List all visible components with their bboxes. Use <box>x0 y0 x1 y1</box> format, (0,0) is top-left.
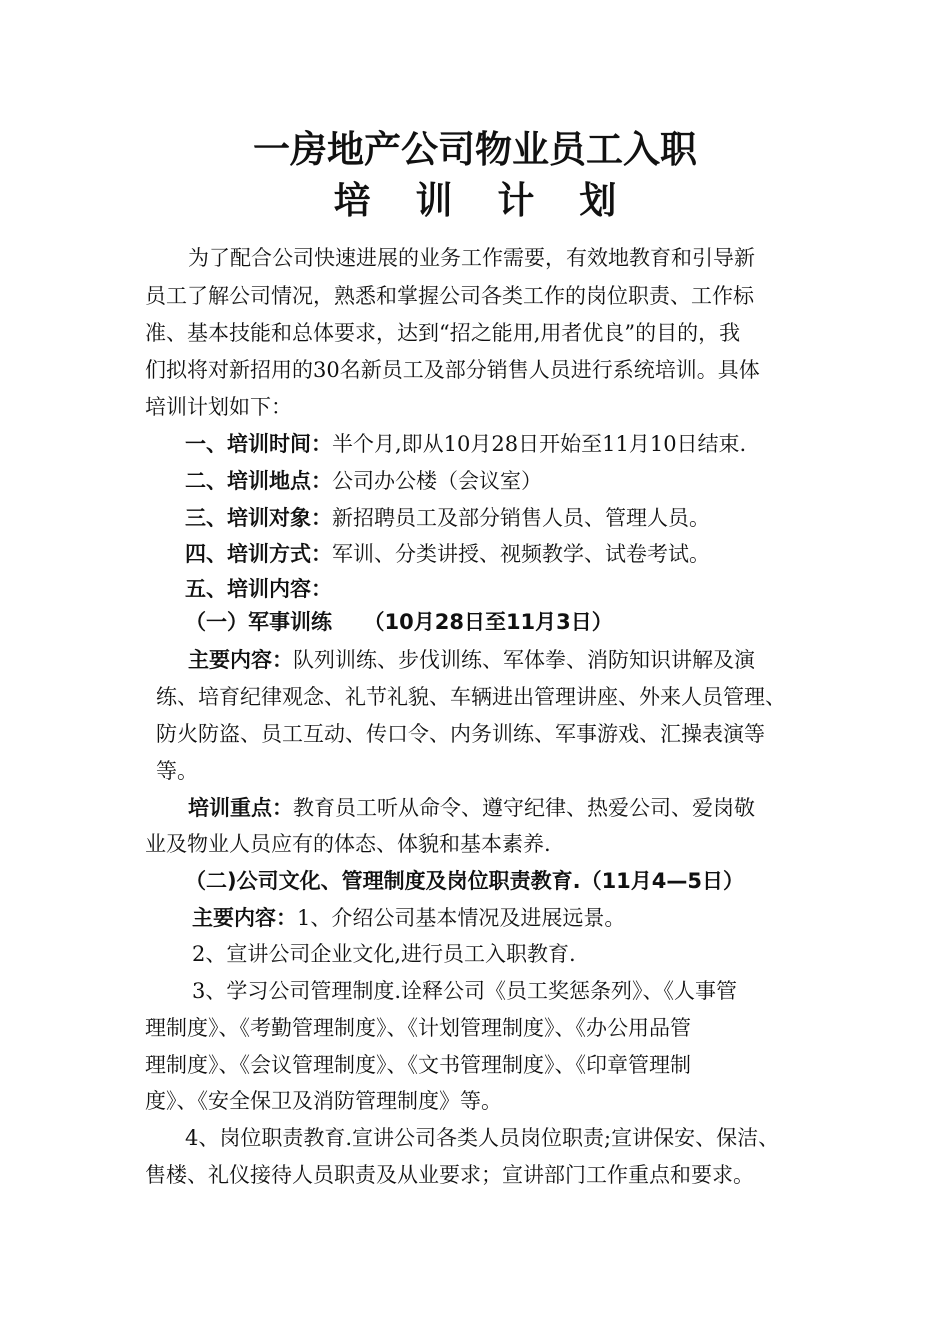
training-method-label: 四、培训方式： <box>185 542 332 566</box>
section1-main-text: 队列训练、步伐训练、军体拳、消防知识讲解及演 <box>293 648 755 672</box>
training-time-label: 一、培训时间： <box>185 432 332 456</box>
section2-heading: （二)公司文化、管理制度及岗位职责教育.（11月4—5日） <box>185 869 745 893</box>
section1-focus-line: 业及物业人员应有的体态、体貌和基本素养. <box>145 832 551 856</box>
section1-main-line: 防火防盗、员工互动、传口令、内务训练、军事游戏、汇操表演等 <box>156 722 765 746</box>
section1-focus-first-line <box>188 793 755 823</box>
section2-item4-line: 售楼、礼仪接待人员职责及从业要求；宣讲部门工作重点和要求。 <box>145 1163 754 1187</box>
training-time-value: 半个月,即从10月28日开始至11月10日结束. <box>332 432 747 456</box>
document-title: 一房地产公司物业员工入职 <box>253 128 697 171</box>
section2-item3-line: 理制度》、《会议管理制度》、《文书管理制度》、《印章管理制 <box>145 1053 691 1077</box>
intro-line: 为了配合公司快速进展的业务工作需要，有效地教育和引导新 <box>188 246 755 270</box>
section1-heading: （一）军事训练 （10月28日至11月3日） <box>185 610 613 634</box>
section1-focus-text: 教育员工听从命令、遵守纪律、热爱公司、爱岗敬 <box>293 796 755 820</box>
training-time-item <box>185 429 746 459</box>
section2-item3-line: 3、学习公司管理制度.诠释公司《员工奖惩条列》、《人事管 <box>192 979 738 1003</box>
intro-line: 培训计划如下： <box>145 395 292 419</box>
training-target-value: 新招聘员工及部分销售人员、管理人员。 <box>332 506 710 530</box>
section2-item2: 2、宣讲公司企业文化,进行员工入职教育. <box>192 942 576 966</box>
training-place-label: 二、培训地点： <box>185 469 332 493</box>
section1-focus-label: 培训重点： <box>188 796 293 820</box>
intro-line: 准、基本技能和总体要求，达到“招之能用,用者优良”的目的，我 <box>145 321 741 345</box>
training-place-value: 公司办公楼（会议室） <box>332 469 542 493</box>
section2-main-first-line <box>192 903 625 933</box>
training-method-value: 军训、分类讲授、视频教学、试卷考试。 <box>332 542 710 566</box>
intro-line: 员工了解公司情况，熟悉和掌握公司各类工作的岗位职责、工作标 <box>145 284 754 308</box>
training-target-label: 三、培训对象： <box>185 506 332 530</box>
section2-item3-line: 度》、《安全保卫及消防管理制度》等。 <box>145 1089 502 1113</box>
training-place-item <box>185 466 542 496</box>
document-subtitle: 培 训 计 划 <box>333 179 633 222</box>
section1-main-line: 练、培育纪律观念、礼节礼貌、车辆进出管理讲座、外来人员管理、 <box>156 685 786 709</box>
section2-item4-line: 4、岗位职责教育.宣讲公司各类人员岗位职责;宣讲保安、保洁、 <box>185 1126 780 1150</box>
training-target-item <box>185 503 710 533</box>
training-content-label: 五、培训内容： <box>185 577 332 601</box>
section1-main-label: 主要内容： <box>188 648 293 672</box>
section1-main-line: 等。 <box>156 759 198 783</box>
section1-main-first-line <box>188 645 755 675</box>
section2-item1: 1、介绍公司基本情况及进展远景。 <box>297 906 626 930</box>
intro-line: 们拟将对新招用的30名新员工及部分销售人员进行系统培训。具体 <box>145 358 760 382</box>
section2-item3-line: 理制度》、《考勤管理制度》、《计划管理制度》、《办公用品管 <box>145 1016 691 1040</box>
training-method-item <box>185 539 710 569</box>
section2-main-label: 主要内容： <box>192 906 297 930</box>
